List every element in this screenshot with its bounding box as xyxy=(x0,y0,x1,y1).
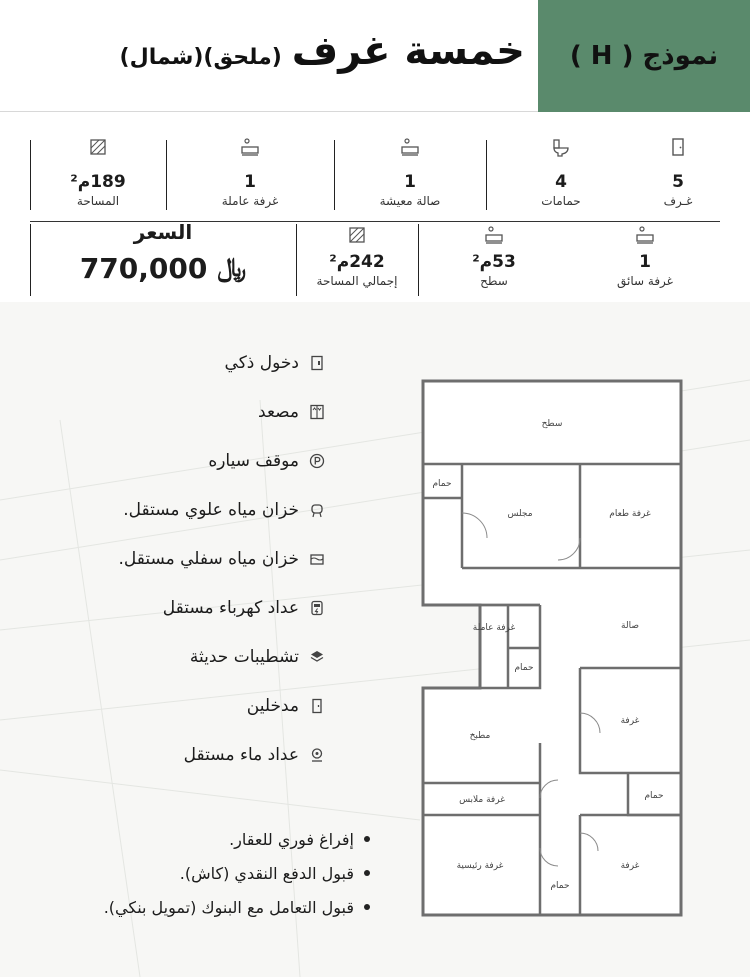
price-value: 770,000 xyxy=(79,252,208,285)
feature-text: خزان مياه سفلي مستقل. xyxy=(118,548,299,569)
bed-icon xyxy=(239,136,261,158)
stat-label: صالة معيشة xyxy=(379,194,441,208)
feature-text: عداد كهرباء مستقل xyxy=(162,597,299,618)
bullet-dot xyxy=(364,904,370,910)
feature-item xyxy=(123,485,325,534)
stat-living xyxy=(334,132,486,221)
model-badge xyxy=(538,0,750,112)
feature-text: مدخلين xyxy=(246,695,299,716)
header xyxy=(0,0,750,112)
stat-driver-room xyxy=(570,220,720,300)
stat-label: إجمالي المساحة xyxy=(316,274,398,288)
feature-item xyxy=(150,338,325,387)
area-icon xyxy=(346,224,368,246)
stat-total-area xyxy=(296,220,418,300)
plan-label-bath3: حمام xyxy=(644,791,664,801)
bullet-text: قبول الدفع النقدي (كاش). xyxy=(179,863,354,883)
stat-rooms xyxy=(636,132,720,221)
plan-label-majlis: مجلس xyxy=(507,509,533,519)
water-tank-icon xyxy=(309,502,325,518)
stat-label: غرفة عاملة xyxy=(221,194,279,208)
stat-value: 242م² xyxy=(329,252,385,272)
header-title-group xyxy=(120,28,525,74)
stat-value: 1 xyxy=(244,172,256,192)
riyal-icon: ﷼ xyxy=(217,253,247,283)
elevator-icon xyxy=(309,404,325,420)
price-label: السعر xyxy=(133,220,193,244)
parking-icon xyxy=(309,453,325,469)
plan-label-room2: غرفة xyxy=(620,861,640,871)
bed-icon xyxy=(634,224,656,246)
smart-door-icon xyxy=(309,355,325,371)
stat-bathrooms xyxy=(486,132,636,221)
stat-area xyxy=(30,132,166,221)
feature-text: تشطيبات حديثة xyxy=(189,646,299,667)
underground-tank-icon xyxy=(309,551,325,567)
stat-value: 1 xyxy=(639,252,651,272)
price-value-row xyxy=(80,252,246,285)
plan-outer-wall xyxy=(423,381,681,915)
stat-value: 5 xyxy=(672,172,684,192)
feature-item xyxy=(150,681,325,730)
plan-label-room1: غرفة xyxy=(620,716,640,726)
stat-label: غـرف xyxy=(663,194,693,208)
door-icon xyxy=(667,136,689,158)
stat-value: 53م² xyxy=(472,252,516,272)
bullet-item xyxy=(40,890,370,924)
bullet-text: قبول التعامل مع البنوك (تمويل بنكي). xyxy=(103,897,354,917)
stats-panel xyxy=(0,112,750,302)
water-meter-icon xyxy=(309,747,325,763)
bullet-list xyxy=(40,822,370,924)
feature-text: مصعد xyxy=(258,401,299,422)
feature-item xyxy=(150,730,325,779)
bullet-dot xyxy=(364,836,370,842)
stats-row-2 xyxy=(30,220,720,300)
page-title: خمسة غرف xyxy=(291,28,525,74)
stat-label: المساحة xyxy=(76,194,120,208)
plan-label-bath1: حمام xyxy=(432,479,452,489)
entrance-icon xyxy=(309,698,325,714)
feature-item xyxy=(150,583,325,632)
price-block xyxy=(30,220,296,300)
plan-label-dining: غرفة طعام xyxy=(609,509,651,519)
stat-label: سطح xyxy=(480,274,508,288)
stats-row-1 xyxy=(30,132,720,222)
plan-label-bath2: حمام xyxy=(514,663,534,673)
electric-meter-icon xyxy=(309,600,325,616)
bullet-item xyxy=(40,822,370,856)
feature-text: دخول ذكي xyxy=(224,352,299,373)
floor-plan xyxy=(420,378,685,918)
layers-icon xyxy=(309,649,325,665)
stat-roof xyxy=(418,220,570,300)
feature-text: موقف سياره xyxy=(208,450,299,471)
model-label: نموذج ( H ) xyxy=(569,41,719,71)
stat-value: 189م² xyxy=(70,172,126,192)
plan-label-kitchen: مطبخ xyxy=(469,731,491,741)
plan-label-bath4: حمام xyxy=(550,881,570,891)
feature-item xyxy=(118,534,325,583)
stat-label: غرفة سائق xyxy=(617,274,673,288)
feature-item xyxy=(150,436,325,485)
plan-label-maid: غرفة عاملة xyxy=(472,623,516,633)
plan-label-roof: سطح xyxy=(541,419,563,429)
stat-maid-room xyxy=(166,132,334,221)
feature-text: خزان مياه علوي مستقل. xyxy=(123,499,299,520)
plan-label-dressing: غرفة ملابس xyxy=(459,795,505,805)
stat-label: حمامات xyxy=(541,194,581,208)
bullet-item xyxy=(40,856,370,890)
features-list xyxy=(118,338,325,779)
area-icon xyxy=(87,136,109,158)
bed-icon xyxy=(483,224,505,246)
page-subtitle: (ملحق)(شمال) xyxy=(119,45,282,70)
feature-text: عداد ماء مستقل xyxy=(183,744,299,765)
stat-value: 4 xyxy=(555,172,567,192)
bullet-dot xyxy=(364,870,370,876)
plan-label-master: غرفة رئيسية xyxy=(456,861,504,871)
feature-item xyxy=(150,387,325,436)
bullet-text: إفراغ فوري للعقار. xyxy=(229,829,354,849)
toilet-icon xyxy=(550,136,572,158)
feature-item xyxy=(150,632,325,681)
sofa-icon xyxy=(399,136,421,158)
stat-value: 1 xyxy=(404,172,416,192)
plan-label-hall: صالة xyxy=(621,621,639,631)
